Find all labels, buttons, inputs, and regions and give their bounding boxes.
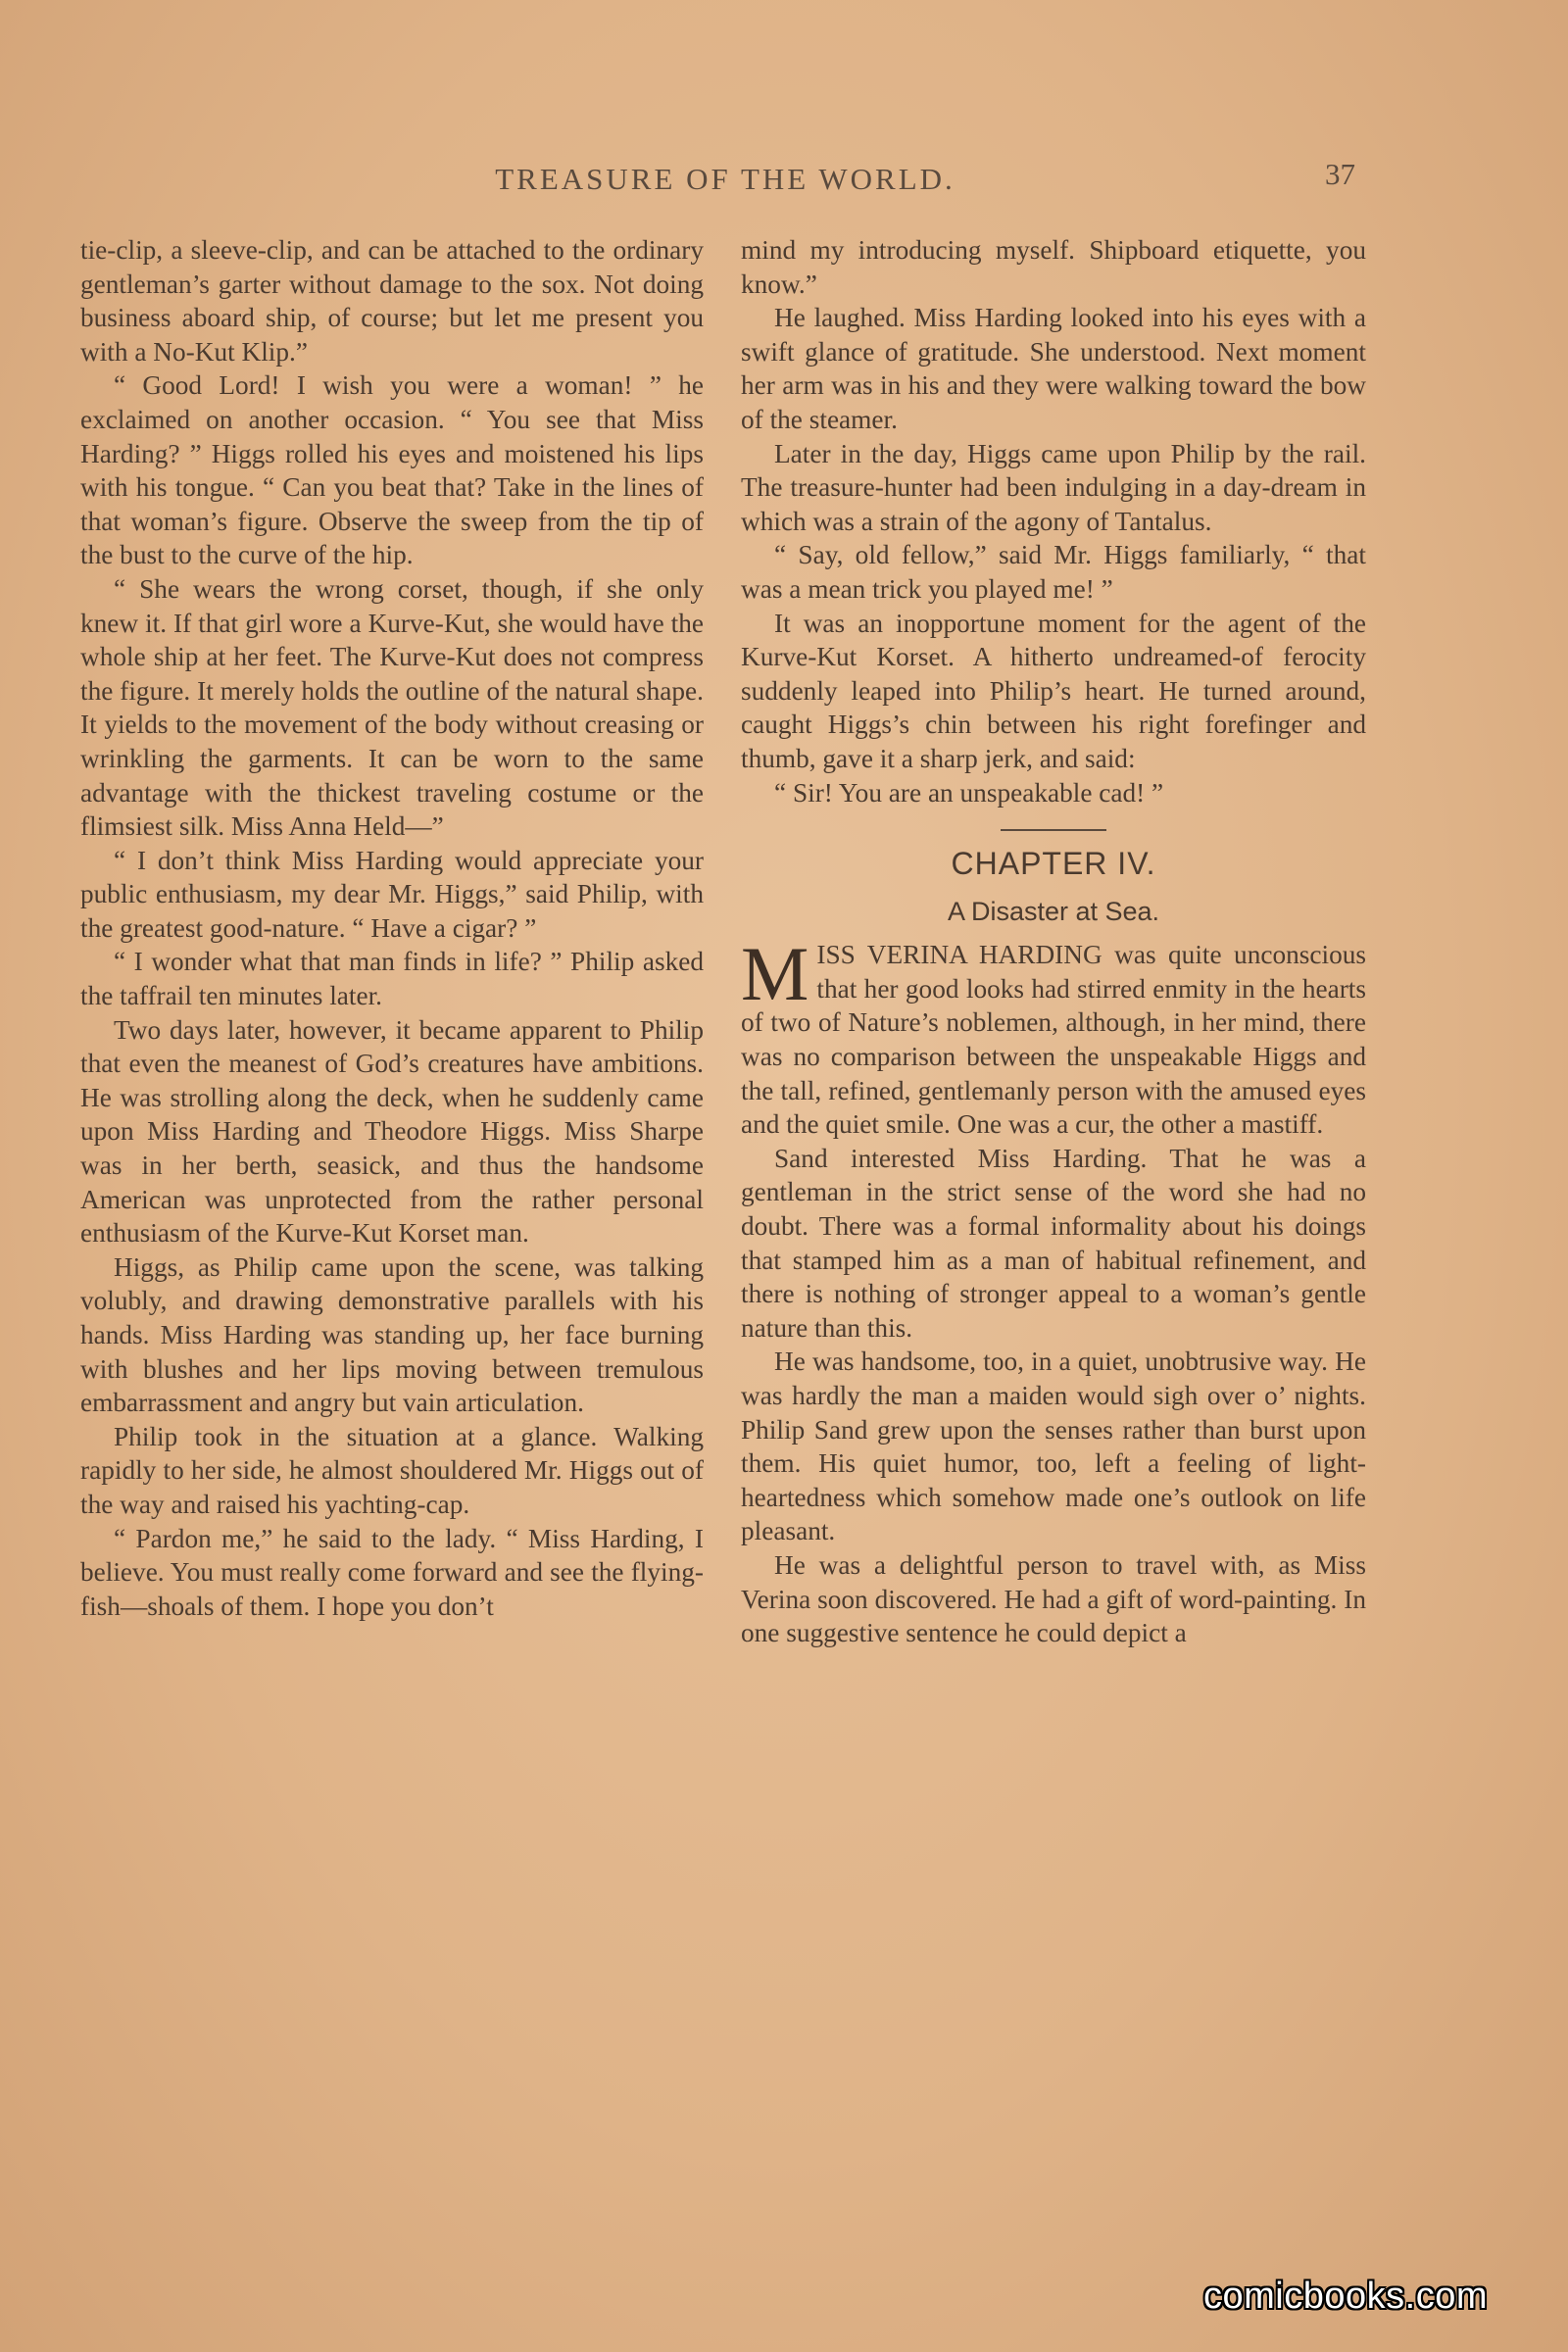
chapter-subtitle: A Disaster at Sea. [947,896,1160,926]
paragraph: It was an inopportune moment for the agent of the Kurve-Kut Korset. A hitherto undreamed-of ferocity suddenly leaped into Philip’s heart. He turned around, caught Higgs’s chin between his right forefinger and thumb, gave it a sharp jerk, and said: [741,608,1366,773]
section-divider [1001,829,1106,831]
running-head: TREASURE OF THE WORLD. [495,162,956,196]
paragraph: He was handsome, too, in a quiet, unobtrusive way. He was hardly the man a maiden would sigh over o’ nights. Philip Sand grew upon the senses rather than burst upon them. His quiet humor, too, left a feeling of light-heartedness which somehow made one’s outlook on life pleasant. [741,1347,1366,1546]
paragraph: “ Say, old fellow,” said Mr. Higgs familiarly, “ that was a mean trick you played me! ” [741,540,1366,604]
paragraph: mind my introducing myself. Shipboard etiquette, you know.” [741,235,1366,299]
watermark: comicbooks.com [1203,2276,1488,2317]
paragraph: Later in the day, Higgs came upon Philip by the rail. The treasure-hunter had been indulging in a day-dream in which was a strain of the agony of Tantalus. [741,438,1366,536]
paragraph: “ I don’t think Miss Harding would appreciate your public enthusiasm, my dear Mr. Higgs,” said Philip, with the greatest good-nature. “ Have a cigar? ” [80,845,704,943]
drop-cap: M [741,931,809,1017]
right-column [741,233,1366,1650]
chapter-first-paragraph-text: ISS VERINA HARDING was quite unconscious that her good looks had stirred enmity in the hearts of two of Nature’s noblemen, although, in her mind, there was no comparison between the unspeakable Higgs and the tall, refined, gentlemanly person with the amused eyes and the quiet smile. One was a cur, the other a mastiff. [741,940,1366,1140]
paragraph: “ She wears the wrong corset, though, if she only knew it. If that girl wore a Kurve-Kut, she would have the whole ship at her feet. The Kurve-Kut does not compress the figure. It merely holds the outline of the natural shape. It yields to the movement of the body without creasing or wrinkling the garments. It can be worn to the same advantage with the thickest traveling costume or the flimsiest silk. Miss Anna Held—” [80,573,704,842]
paragraph: tie-clip, a sleeve-clip, and can be attached to the ordinary gentleman’s garter without damage to the sox. Not doing business aboard ship, of course; but let me present you with a No-Kut Klip.” [80,235,704,367]
chapter-first-paragraph [741,931,1366,1142]
left-column [80,233,704,1623]
paragraph: “ Good Lord! I wish you were a woman! ” he exclaimed on another occasion. “ You see that Miss Harding? ” Higgs rolled his eyes and moistened his lips with his tongue. “ Can you beat that? Take in the lines of that woman’s figure. Observe the sweep from the tip of the bust to the curve of the hip. [80,370,704,570]
page-number: 37 [1325,157,1355,191]
paragraph: He was a delightful person to travel with, as Miss Verina soon discovered. He had a gift of word-painting. In one suggestive sentence he could depict a [741,1549,1366,1648]
paragraph: Sand interested Miss Harding. That he was a gentleman in the strict sense of the word she had no doubt. There was a formal informality about his doings that stamped him as a man of habitual refinement, and there is nothing of stronger appeal to a woman’s gentle nature than this. [741,1143,1366,1343]
chapter-title: CHAPTER IV. [951,846,1156,882]
paragraph: He laughed. Miss Harding looked into his eyes with a swift glance of gratitude. She understood. Next moment her arm was in his and they were walking toward the bow of the steamer. [741,303,1366,434]
paragraph: “ I wonder what that man finds in life? ” Philip asked the taffrail ten minutes later. [80,947,704,1011]
paragraph: “ Sir! You are an unspeakable cad! ” [774,777,1164,808]
paragraph: Philip took in the situation at a glance. Walking rapidly to her side, he almost shouldered Mr. Higgs out of the way and raised his yachting-cap. [80,1421,704,1519]
paragraph: Two days later, however, it became apparent to Philip that even the meanest of God’s creatures have ambitions. He was strolling along the deck, when he suddenly came upon Miss Harding and Theodore Higgs. Miss Sharpe was in her berth, seasick, and thus the handsome American was unprotected from the rather personal enthusiasm of the Kurve-Kut Korset man. [80,1014,704,1249]
paragraph: “ Pardon me,” he said to the lady. “ Miss Harding, I believe. You must really come forward and see the flying-fish—shoals of them. I hope you don’t [80,1523,704,1621]
paragraph: Higgs, as Philip came upon the scene, was talking volubly, and drawing demonstrative parallels with his hands. Miss Harding was standing up, her face burning with blushes and her lips moving between tremulous embarrassment and angry but vain articulation. [80,1251,704,1418]
